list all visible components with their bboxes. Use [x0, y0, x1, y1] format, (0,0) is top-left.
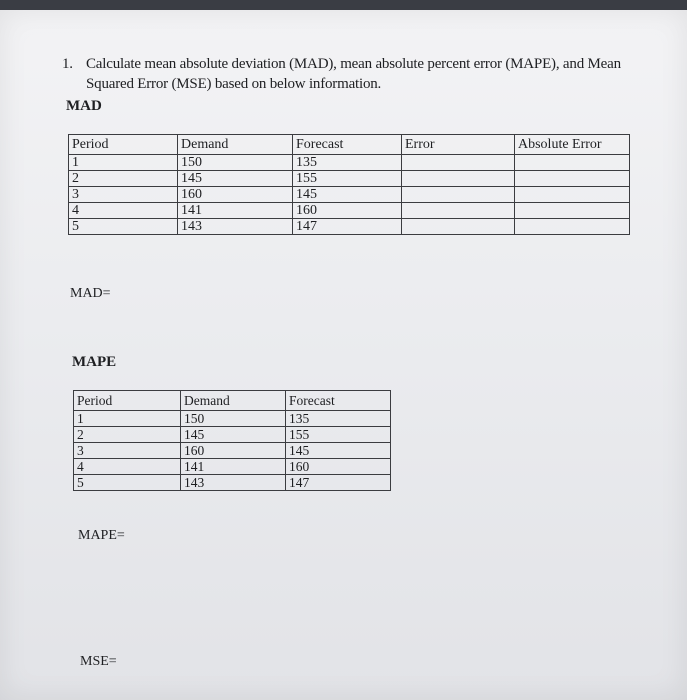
mape-cell-demand: 150 — [181, 411, 286, 427]
mad-cell-error[interactable] — [402, 203, 515, 219]
mad-cell-error[interactable] — [402, 187, 515, 203]
mad-cell-error[interactable] — [402, 155, 515, 171]
mad-cell-demand: 145 — [178, 171, 293, 187]
mape-cell-period: 4 — [74, 459, 181, 475]
mad-cell-absolute-error[interactable] — [515, 155, 630, 171]
question-text — [62, 54, 662, 94]
mad-header-period: Period — [69, 135, 178, 155]
mape-cell-period: 5 — [74, 475, 181, 491]
mad-header-error: Error — [402, 135, 515, 155]
mape-cell-demand: 145 — [181, 427, 286, 443]
mad-header-demand: Demand — [178, 135, 293, 155]
mad-cell-demand: 141 — [178, 203, 293, 219]
mad-cell-period: 1 — [69, 155, 178, 171]
mape-header-row — [74, 391, 391, 411]
mad-header-absolute-error: Absolute Error — [515, 135, 630, 155]
mad-cell-demand: 143 — [178, 219, 293, 235]
mad-cell-period: 4 — [69, 203, 178, 219]
table-row — [69, 155, 630, 171]
mad-cell-forecast: 135 — [293, 155, 402, 171]
mape-table — [73, 390, 391, 491]
table-row — [74, 475, 391, 491]
mad-cell-absolute-error[interactable] — [515, 203, 630, 219]
mad-cell-absolute-error[interactable] — [515, 171, 630, 187]
question-number: 1. — [62, 56, 73, 72]
mad-cell-demand: 150 — [178, 155, 293, 171]
mape-cell-forecast: 160 — [286, 459, 391, 475]
mape-cell-forecast: 147 — [286, 475, 391, 491]
mape-header-forecast: Forecast — [286, 391, 391, 411]
mad-cell-forecast: 155 — [293, 171, 402, 187]
table-row — [69, 219, 630, 235]
mad-header-forecast: Forecast — [293, 135, 402, 155]
mape-cell-forecast: 155 — [286, 427, 391, 443]
mad-cell-error[interactable] — [402, 219, 515, 235]
mape-cell-forecast: 135 — [286, 411, 391, 427]
table-row — [69, 187, 630, 203]
mad-cell-absolute-error[interactable] — [515, 187, 630, 203]
worksheet-page — [0, 10, 687, 700]
table-row — [74, 443, 391, 459]
mad-result-label: MAD= — [70, 286, 111, 301]
question-line-2: Squared Error (MSE) based on below information. — [86, 76, 382, 92]
table-row — [69, 203, 630, 219]
mad-table — [68, 134, 630, 235]
mad-cell-forecast: 147 — [293, 219, 402, 235]
mape-section-label: MAPE — [72, 354, 117, 370]
mape-cell-demand: 143 — [181, 475, 286, 491]
mad-cell-demand: 160 — [178, 187, 293, 203]
mape-cell-period: 1 — [74, 411, 181, 427]
mape-result-label: MAPE= — [78, 528, 125, 543]
mape-cell-period: 3 — [74, 443, 181, 459]
table-row — [69, 171, 630, 187]
mad-cell-forecast: 160 — [293, 203, 402, 219]
mse-result-label: MSE= — [80, 654, 117, 669]
mad-cell-period: 3 — [69, 187, 178, 203]
mape-cell-period: 2 — [74, 427, 181, 443]
table-row — [74, 427, 391, 443]
table-row — [74, 459, 391, 475]
mape-cell-forecast: 145 — [286, 443, 391, 459]
mad-cell-absolute-error[interactable] — [515, 219, 630, 235]
mad-header-row — [69, 135, 630, 155]
mape-cell-demand: 141 — [181, 459, 286, 475]
mad-cell-forecast: 145 — [293, 187, 402, 203]
mad-cell-period: 2 — [69, 171, 178, 187]
mape-header-demand: Demand — [181, 391, 286, 411]
mape-cell-demand: 160 — [181, 443, 286, 459]
question-line-1: 1. Calculate mean absolute deviation (MAD), mean absolute percent error (MAPE), and Mean — [62, 56, 621, 72]
mad-cell-period: 5 — [69, 219, 178, 235]
mape-header-period: Period — [74, 391, 181, 411]
table-row — [74, 411, 391, 427]
mad-section-label: MAD — [66, 98, 102, 114]
mad-cell-error[interactable] — [402, 171, 515, 187]
